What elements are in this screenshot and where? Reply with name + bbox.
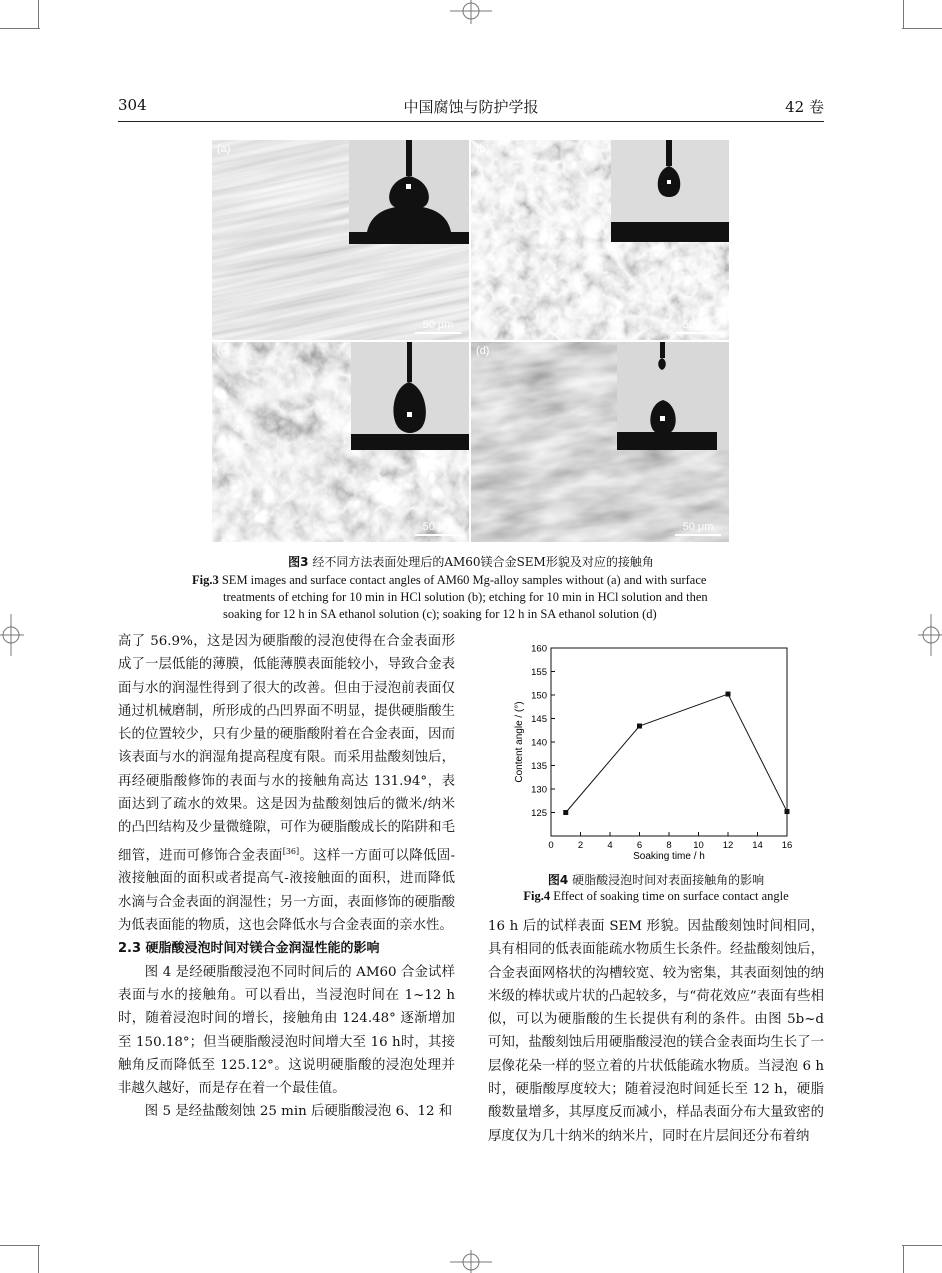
y-tick-label: 140: [531, 737, 547, 749]
volume: 42 卷: [785, 98, 824, 116]
y-tick-label: 160: [531, 643, 547, 655]
contact-angle-inset-a: [349, 140, 469, 244]
panel-label-b: (b): [476, 143, 490, 155]
registration-mark-left: [0, 614, 24, 656]
panel-label-c: (c): [217, 345, 230, 357]
paragraph: 图 4 是经硬脂酸浸泡不同时间后的 AM60 合金试样表面与水的接触角。可以看出，当浸泡时间在 1~12 h 时，随着浸泡时间的增长，接触角由 124.48° 逐渐增加至 150.18°；但当硬脂酸浸泡时间增大至 16 h时，其接触角反而降低至 125.12°。这说明硬脂酸的浸泡处理并非越久越好，而是存在着一个最佳值。: [118, 964, 455, 1097]
scale-bar-c: 50 μm: [415, 521, 461, 536]
scale-bar-b: 50 μm: [675, 319, 721, 334]
contact-angle-chart: [505, 638, 805, 866]
x-tick-label: 4: [607, 840, 613, 851]
y-tick-label: 150: [531, 690, 547, 702]
panel-label-a: (a): [217, 143, 231, 155]
contact-angle-inset-b: [611, 140, 729, 242]
figure4-caption-cn: 图4 硬脂酸浸泡时间对表面接触角的影响: [547, 873, 765, 887]
scale-bar-d: 50 μm: [675, 521, 721, 536]
series-line: [566, 694, 787, 812]
x-tick-label: 12: [722, 840, 734, 851]
page-number: 304: [118, 96, 147, 114]
x-tick-label: 2: [577, 840, 584, 851]
paragraph: 图 5 是经盐酸刻蚀 25 min 后硬脂酸浸泡 6、12 和: [144, 1104, 453, 1120]
figure3-caption-en: Fig.3 SEM images and surface contact angles of AM60 Mg-alloy samples without (a) and with surface treatments of etching for 10 min in HCl solution (b); etching for 10 min in HCl solution and then soaking for 12 h in SA ethanol solution (c); soaking for 12 h in SA ethanol solution (d): [192, 573, 708, 621]
y-axis-label: Content angle / (°): [514, 701, 525, 783]
y-tick-label: 125: [531, 808, 547, 819]
data-point: [785, 809, 790, 814]
y-tick-label: 145: [531, 714, 547, 725]
figure4-caption-en: Fig.4 Effect of soaking time on surface contact angle: [523, 889, 789, 903]
x-axis-label: Soaking time / h: [633, 851, 705, 862]
data-point: [726, 692, 731, 697]
x-tick-label: 0: [548, 840, 554, 851]
y-tick-label: 135: [531, 761, 547, 772]
x-tick-label: 6: [636, 840, 643, 851]
journal-title: 中国腐蚀与防护学报: [403, 98, 539, 116]
x-tick-label: 14: [752, 840, 763, 851]
data-point: [563, 810, 568, 815]
section-heading: 2.3 硬脂酸浸泡时间对镁合金润湿性能的影响: [118, 941, 380, 957]
sem-panel-c: [212, 342, 469, 542]
left-column: [118, 630, 455, 1124]
right-column: [488, 915, 824, 1148]
panel-label-d: (d): [476, 345, 490, 357]
header-rule: [118, 121, 824, 122]
x-tick-label: 16: [781, 840, 793, 851]
registration-mark-right: [918, 614, 942, 656]
contact-angle-inset-c: [351, 342, 469, 450]
scale-bar-a: 50 μm: [415, 319, 461, 334]
paragraph: 16 h 后的试样表面 SEM 形貌。因盐酸刻蚀时间相同，具有相同的低表面能疏水物质生长条件。经盐酸刻蚀后，合金表面网格状的沟槽较宽、较为密集，其表面刻蚀的纳米级的棒状或片状的凸起较多，与“荷花效应”表面有些相似，可以为硬脂酸的生长提供有利的条件。由图 5b~d 可知，盐酸刻蚀后用硬脂酸浸泡的镁合金表面均生长了一层像花朵一样的竖立着的片状低能疏水物质。当浸泡 6 h 时，硬脂酸厚度较大；随着浸泡时间延长至 12 h，硬脂酸数量增多，其厚度反而减小，样品表面分布大量致密的厚度仅为几十纳米的纳米片，同时在片层间还分布着纳: [488, 919, 824, 1144]
y-tick-label: 130: [531, 784, 547, 796]
sem-panel-d: [471, 342, 729, 542]
figure3-caption-cn: 图3 经不同方法表面处理后的AM60镁合金SEM形貌及对应的接触角: [288, 555, 654, 569]
sem-panel-a: [212, 140, 469, 340]
registration-mark-bottom: [450, 1250, 492, 1273]
y-tick-label: 155: [531, 667, 547, 678]
contact-angle-inset-d: [617, 342, 729, 450]
sem-panel-b: [471, 140, 729, 340]
x-tick-label: 10: [693, 840, 704, 851]
x-tick-label: 8: [666, 840, 672, 851]
paragraph: 高了 56.9%，这是因为硬脂酸的浸泡使得在合金表面形成了一层低能的薄膜，低能薄膜表面能较小，导致合金表面与水的润湿性得到了很大的改善。但由于浸泡前表面仅通过机械磨制，所形成的凸凹界面不明显，提供硬脂酸生长的位置较少，只有少量的硬脂酸附着在合金表面，因而该表面与水的润湿角提高程度有限。而采用盐酸刻蚀后，再经硬脂酸修饰的表面与水的接触角高达 131.94°，表面达到了疏水的效果。这是因为盐酸刻蚀后的微米/纳米的凸凹结构及少量微缝隙，可作为硬脂酸成长的陷阱和毛细管，进而可修饰合金表面[36]。这样一方面可以降低固-液接触面的面积或者提高气-液接触面的面积，进而降低水滴与合金表面的润湿性；另一方面，表面修饰的硬脂酸为低表面能的物质，这也会降低水与合金表面的亲水性。: [118, 634, 455, 934]
registration-mark-top: [450, 0, 492, 24]
data-point: [637, 724, 642, 729]
